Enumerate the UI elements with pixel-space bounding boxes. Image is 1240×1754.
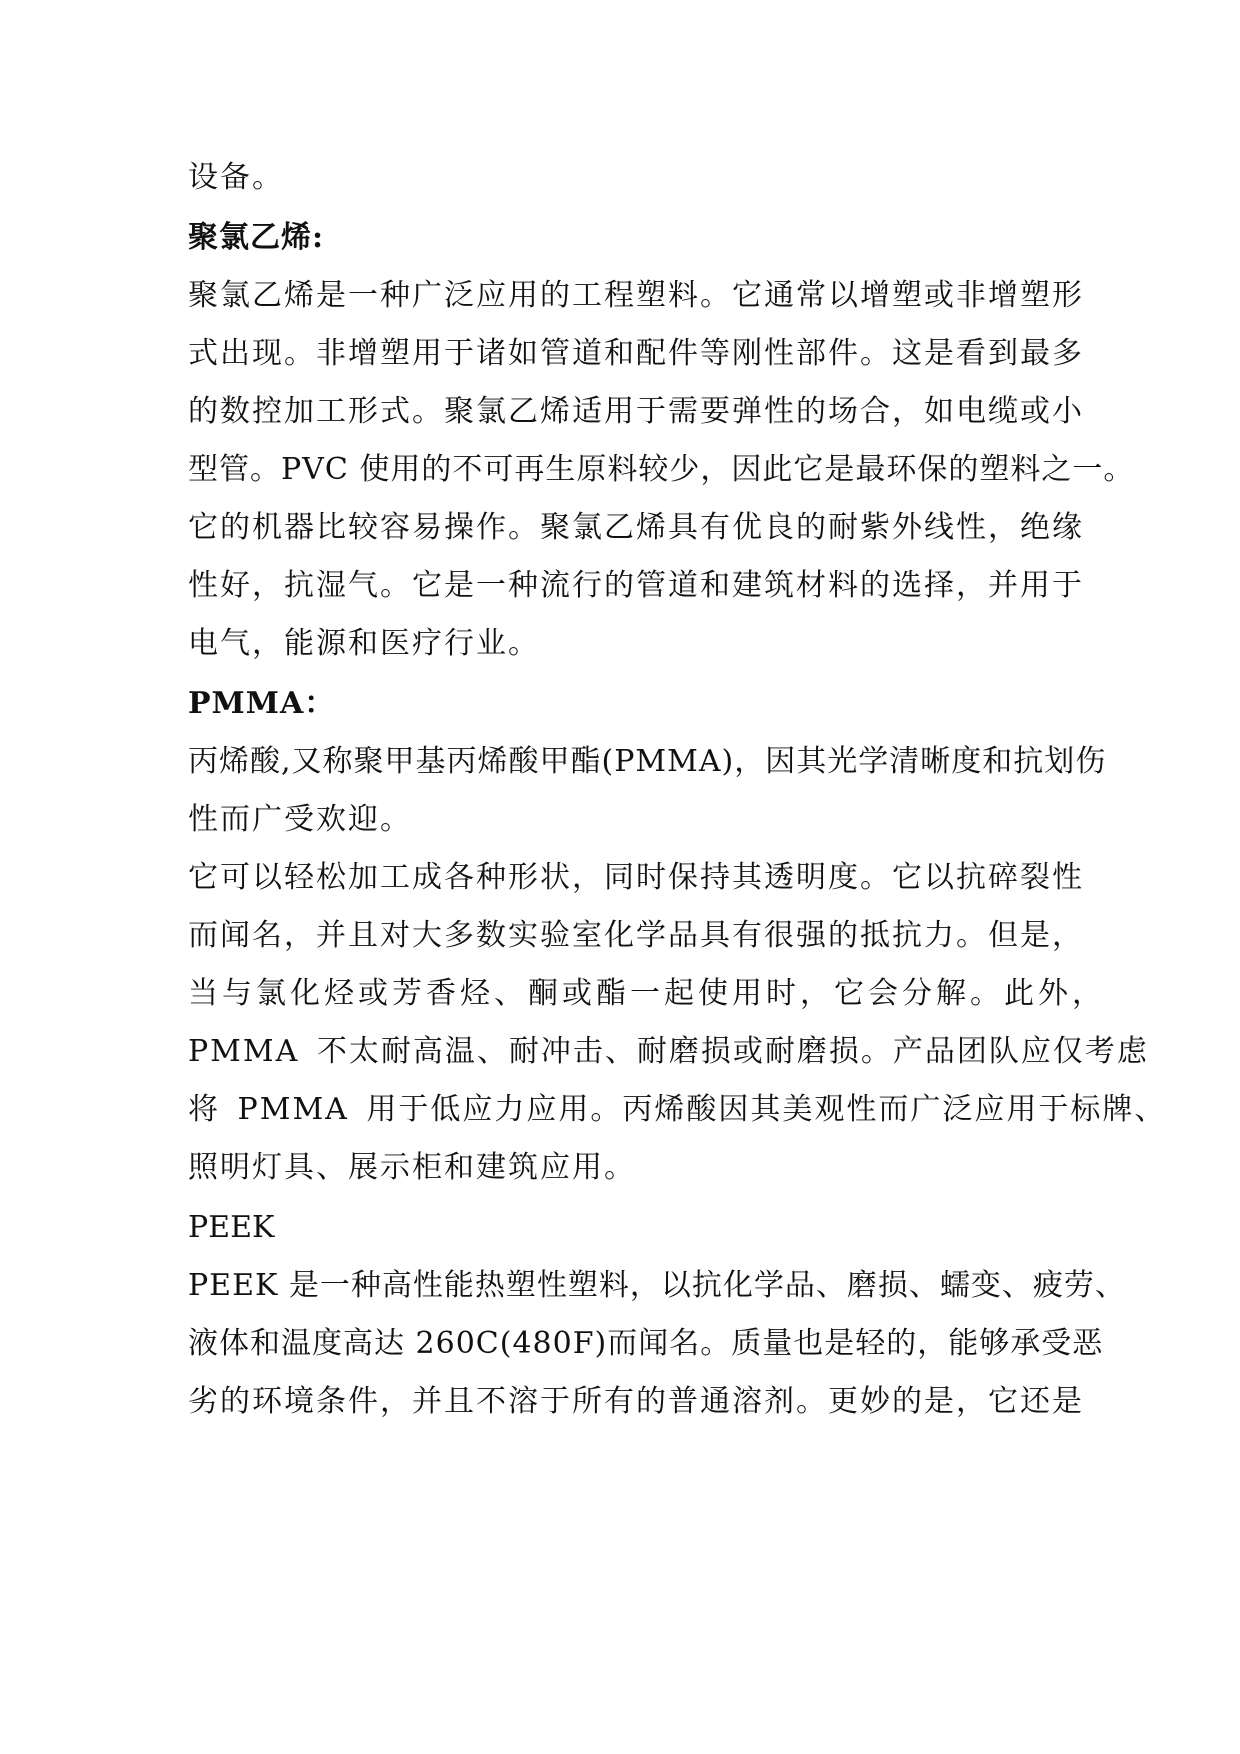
section-heading-pvc: 聚氯乙烯: bbox=[188, 220, 325, 255]
text-line: 聚氯乙烯是一种广泛应用的工程塑料。它通常以增塑或非增塑形 bbox=[188, 278, 1084, 313]
text-line: 式出现。非增塑用于诸如管道和配件等刚性部件。这是看到最多 bbox=[188, 336, 1084, 371]
text-line: 丙烯酸,又称聚甲基丙烯酸甲酯(PMMA)，因其光学清晰度和抗划伤 bbox=[188, 744, 1107, 779]
text-line: 液体和温度高达 260C(480F)而闻名。质量也是轻的，能够承受恶 bbox=[188, 1326, 1104, 1361]
text-line: 将 PMMA 用于低应力应用。丙烯酸因其美观性而广泛应用于标牌、 bbox=[188, 1092, 1167, 1127]
text-line: PEEK 是一种高性能热塑性塑料，以抗化学品、磨损、蠕变、疲劳、 bbox=[188, 1268, 1126, 1303]
text-line: PMMA 不太耐高温、耐冲击、耐磨损或耐磨损。产品团队应仅考虑 bbox=[188, 1034, 1149, 1069]
text-line: 劣的环境条件，并且不溶于所有的普通溶剂。更妙的是，它还是 bbox=[188, 1384, 1084, 1419]
text-line: 的数控加工形式。聚氯乙烯适用于需要弹性的场合，如电缆或小 bbox=[188, 394, 1084, 429]
text-line: 当与氯化烃或芳香烃、酮或酯一起使用时，它会分解。此外， bbox=[188, 976, 1106, 1011]
text-line: 性而广受欢迎。 bbox=[188, 802, 412, 837]
text-line: 它的机器比较容易操作。聚氯乙烯具有优良的耐紫外线性，绝缘 bbox=[188, 510, 1084, 545]
text-line: 照明灯具、展示柜和建筑应用。 bbox=[188, 1150, 636, 1185]
section-heading-peek: PEEK bbox=[188, 1210, 275, 1245]
text-line: 电气，能源和医疗行业。 bbox=[188, 626, 540, 661]
text-line: 设备。 bbox=[188, 160, 284, 195]
text-line: 而闻名，并且对大多数实验室化学品具有很强的抵抗力。但是， bbox=[188, 918, 1084, 953]
section-heading-pmma: PMMA： bbox=[188, 686, 336, 721]
text-line: 性好，抗湿气。它是一种流行的管道和建筑材料的选择，并用于 bbox=[188, 568, 1084, 603]
text-line: 型管。PVC 使用的不可再生原料较少，因此它是最环保的塑料之一。 bbox=[188, 452, 1135, 487]
text-line: 它可以轻松加工成各种形状，同时保持其透明度。它以抗碎裂性 bbox=[188, 860, 1084, 895]
